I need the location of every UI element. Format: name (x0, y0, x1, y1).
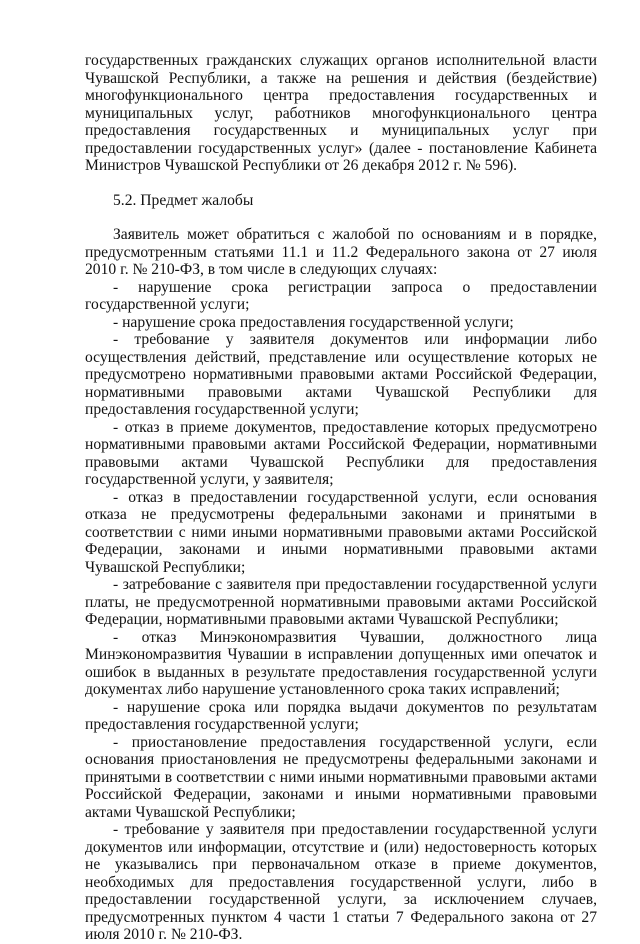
case-item: - нарушение срока предоставления государственной услуги; (113, 313, 514, 331)
section-heading: 5.2. Предмет жалобы (113, 191, 254, 209)
continuation-paragraph: государственных гражданских служащих органов исполнительной власти Чувашской Республики, а также на решения и действия (бездействие) многофункционального центра предоставления государственных и муниципальных услуг, работников многофункционального центра предоставления государственных и муниципальных услуг при предоставлении государственных услуг» (далее - постановление Кабинета Министров Чувашской Республики от 26 декабря 2012 г. № 596). (85, 52, 597, 174)
document-page (85, 52, 597, 944)
case-item: - нарушение срока или порядка выдачи документов по результатам предоставления государственной услуги; (85, 698, 597, 733)
case-item: - отказ в предоставлении государственной услуги, если основания отказа не предусмотрены федеральными законами и принятыми в соответствии с ними иными нормативными правовыми актами Российской Федерации, законами и иными нормативными правовыми актами Чувашской Республики; (85, 488, 597, 576)
case-item: - приостановление предоставления государственной услуги, если основания приостановления не предусмотрены федеральными законами и принятыми в соответствии с ними иными нормативными правовыми актами Российской Федерации, законами и иными нормативными правовыми актами Чувашской Республики; (85, 733, 597, 821)
case-item: - требование у заявителя документов или информации либо осуществления действий, представление или осуществление которых не предусмотрено нормативными правовыми актами Российской Федерации, нормативными правовыми актами Чувашской Республики для предоставления государственной услуги; (85, 331, 597, 418)
intro-paragraph: Заявитель может обратиться с жалобой по основаниям и в порядке, предусмотренным статьями 11.1 и 11.2 Федерального закона от 27 июля 2010 г. № 210-ФЗ, в том числе в следующих случаях: (85, 226, 597, 278)
case-item: - нарушение срока регистрации запроса о предоставлении государственной услуги; (85, 278, 597, 313)
case-item: - отказ в приеме документов, предоставление которых предусмотрено нормативными правовыми актами Российской Федерации, нормативными правовыми актами Чувашской Республики для предоставления государственной услуги, у заявителя; (85, 418, 597, 488)
case-item: - требование у заявителя при предоставлении государственной услуги документов или информации, отсутствие и (или) недостоверность которых не указывались при первоначальном отказе в приеме документов, необходимых для предоставления государственной услуги, либо в предоставлении государственной услуги, за исключением случаев, предусмотренных пунктом 4 части 1 статьи 7 Федерального закона от 27 июля 2010 г. № 210-ФЗ. (85, 821, 597, 943)
case-item: - отказ Минэкономразвития Чувашии, должностного лица Минэкономразвития Чувашии в исправлении допущенных ими опечаток и ошибок в выданных в результате предоставления государственной услуги документах либо нарушение установленного срока таких исправлений; (85, 628, 597, 698)
case-item: - затребование с заявителя при предоставлении государственной услуги платы, не предусмотренной нормативными правовыми актами Российской Федерации, нормативными правовыми актами Чувашской Республики; (85, 576, 597, 628)
